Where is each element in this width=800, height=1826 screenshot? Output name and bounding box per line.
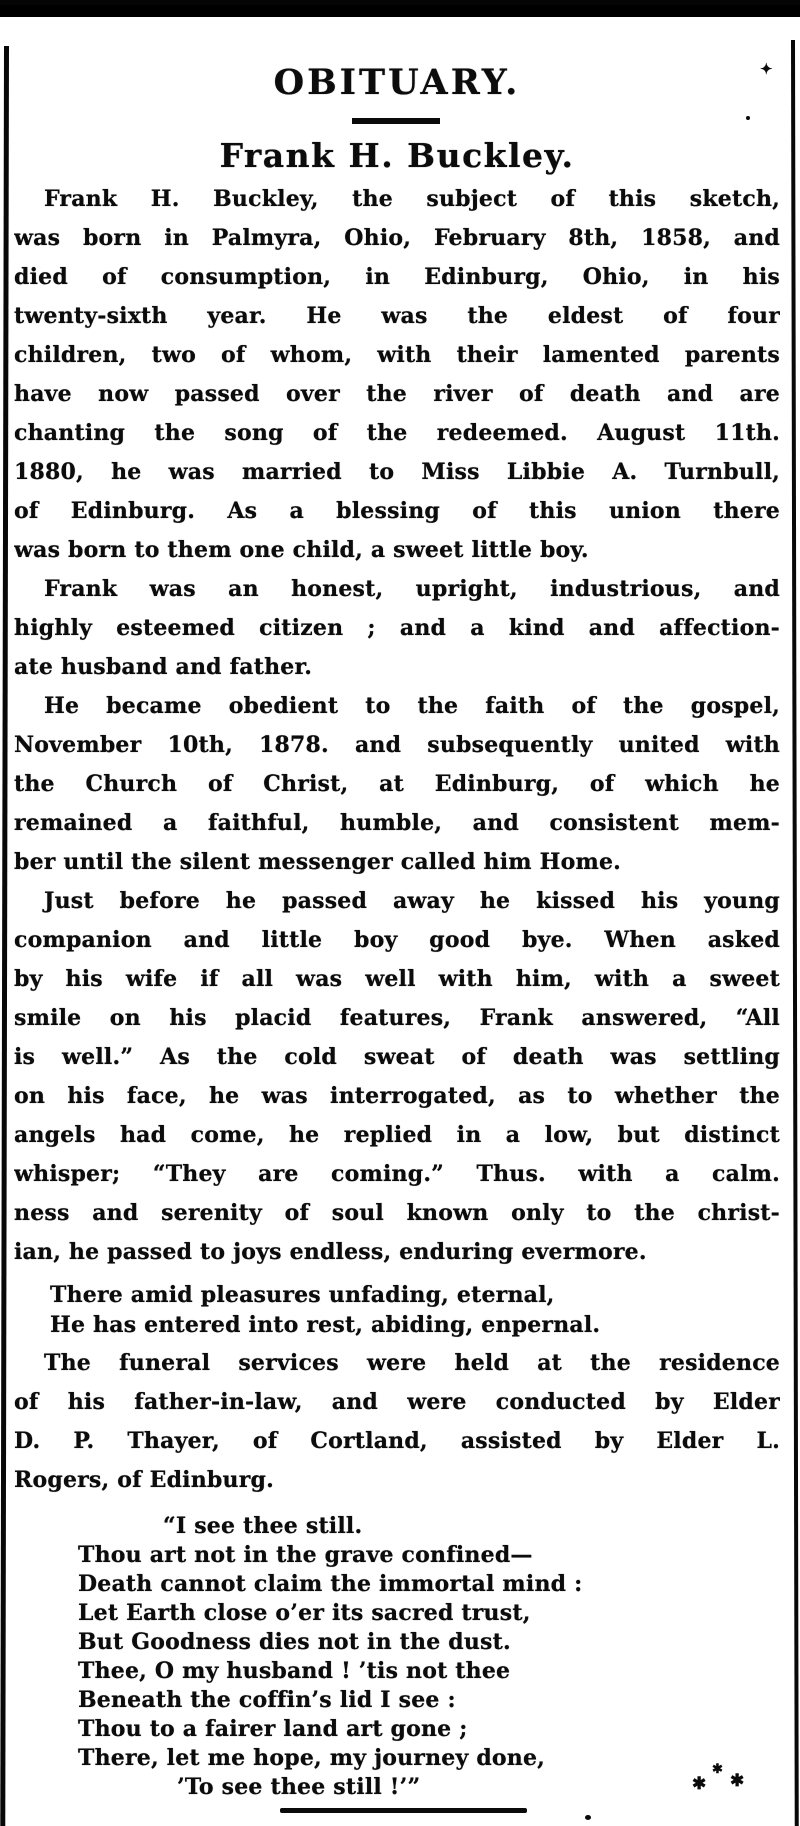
paragraph-3 xyxy=(14,687,780,882)
text-line: ’To see thee still !’” xyxy=(177,1774,421,1800)
text-line: Beneath the coffin’s lid I see : xyxy=(78,1687,456,1713)
text-line: twenty-sixth year. He was the eldest of four xyxy=(14,303,780,329)
column-right-border xyxy=(791,40,799,1826)
text-line: died of consumption, in Edinburg, Ohio, in his xyxy=(14,264,780,290)
paragraph-2 xyxy=(14,570,780,687)
text-line: There, let me hope, my journey done, xyxy=(78,1745,546,1771)
memorial-couplet xyxy=(14,1280,780,1340)
masthead-thin-rule xyxy=(0,0,800,5)
end-of-article-rule xyxy=(280,1808,527,1813)
text-line: He has entered into rest, abiding, enpernal. xyxy=(50,1312,601,1338)
text-line: is well.” As the cold sweat of death was settling xyxy=(14,1044,780,1070)
asterism-icon: ✱ xyxy=(692,1774,707,1794)
text-line: remained a faithful, humble, and consistent mem- xyxy=(14,810,780,836)
text-line: of his father-in-law, and were conducted by Elder xyxy=(14,1389,780,1415)
text-line: of Edinburg. As a blessing of this union there xyxy=(14,498,780,524)
text-line: have now passed over the river of death and are xyxy=(14,381,780,407)
obituary-headline: Frank H. Buckley. xyxy=(219,136,575,175)
text-line: smile on his placid features, Frank answered, “All xyxy=(14,1005,780,1031)
text-line: chanting the song of the redeemed. August 11th. xyxy=(14,420,780,446)
text-line: D. P. Thayer, of Cortland, assisted by Elder L. xyxy=(14,1428,780,1454)
text-line: ness and serenity of soul known only to the christ- xyxy=(14,1200,780,1226)
ink-speck xyxy=(585,1815,591,1820)
text-line: Thou art not in the grave confined— xyxy=(78,1542,533,1568)
text-line: He became obedient to the faith of the gospel, xyxy=(44,693,780,719)
text-line: But Goodness dies not in the dust. xyxy=(78,1629,511,1655)
text-line: ber until the silent messenger called him Home. xyxy=(14,849,622,875)
corner-ornament-icon: ✦ xyxy=(760,60,773,78)
closing-poem xyxy=(14,1512,780,1802)
section-title: OBITUARY. xyxy=(273,62,521,103)
text-line: Let Earth close o’er its sacred trust, xyxy=(78,1600,531,1626)
text-line: The funeral services were held at the residence xyxy=(44,1350,780,1376)
text-line: Rogers, of Edinburg. xyxy=(14,1467,274,1493)
text-line: ian, he passed to joys endless, enduring evermore. xyxy=(14,1239,647,1265)
text-line: on his face, he was interrogated, as to whether the xyxy=(14,1083,780,1109)
text-line: companion and little boy good bye. When asked xyxy=(14,927,780,953)
text-line: Death cannot claim the immortal mind : xyxy=(78,1571,583,1597)
text-line: Thou to a fairer land art gone ; xyxy=(78,1716,468,1742)
text-line: Frank H. Buckley, the subject of this sketch, xyxy=(44,186,780,212)
text-line: angels had come, he replied in a low, but distinct xyxy=(14,1122,780,1148)
text-line: Frank was an honest, upright, industrious, and xyxy=(44,576,780,602)
text-line: was born to them one child, a sweet little boy. xyxy=(14,537,589,563)
text-line: by his wife if all was well with him, with a sweet xyxy=(14,966,780,992)
text-line: highly esteemed citizen ; and a kind and affection- xyxy=(14,615,780,641)
text-line: There amid pleasures unfading, eternal, xyxy=(50,1282,555,1308)
text-line: ate husband and father. xyxy=(14,654,313,680)
column-left-border xyxy=(0,46,9,1826)
asterism-icon: ✱ xyxy=(730,1771,745,1791)
asterism-icon: ✱ xyxy=(712,1762,723,1777)
paragraph-5 xyxy=(14,1344,780,1500)
text-line: November 10th, 1878. and subsequently united with xyxy=(14,732,780,758)
paragraph-4 xyxy=(14,882,780,1272)
text-line: the Church of Christ, at Edinburg, of which he xyxy=(14,771,780,797)
text-line: whisper; “They are coming.” Thus. with a calm. xyxy=(14,1161,780,1187)
text-line: 1880, he was married to Miss Libbie A. Turnbull, xyxy=(14,459,780,485)
text-line: Just before he passed away he kissed his young xyxy=(44,888,780,914)
text-line: was born in Palmyra, Ohio, February 8th, 1858, and xyxy=(14,225,780,251)
text-line: children, two of whom, with their lamented parents xyxy=(14,342,780,368)
text-line: Thee, O my husband ! ’tis not thee xyxy=(78,1658,511,1684)
article-body xyxy=(14,180,780,1802)
ink-speck xyxy=(746,116,750,120)
text-line: “I see thee still. xyxy=(163,1513,363,1539)
paragraph-1 xyxy=(14,180,780,570)
title-divider xyxy=(352,118,440,124)
